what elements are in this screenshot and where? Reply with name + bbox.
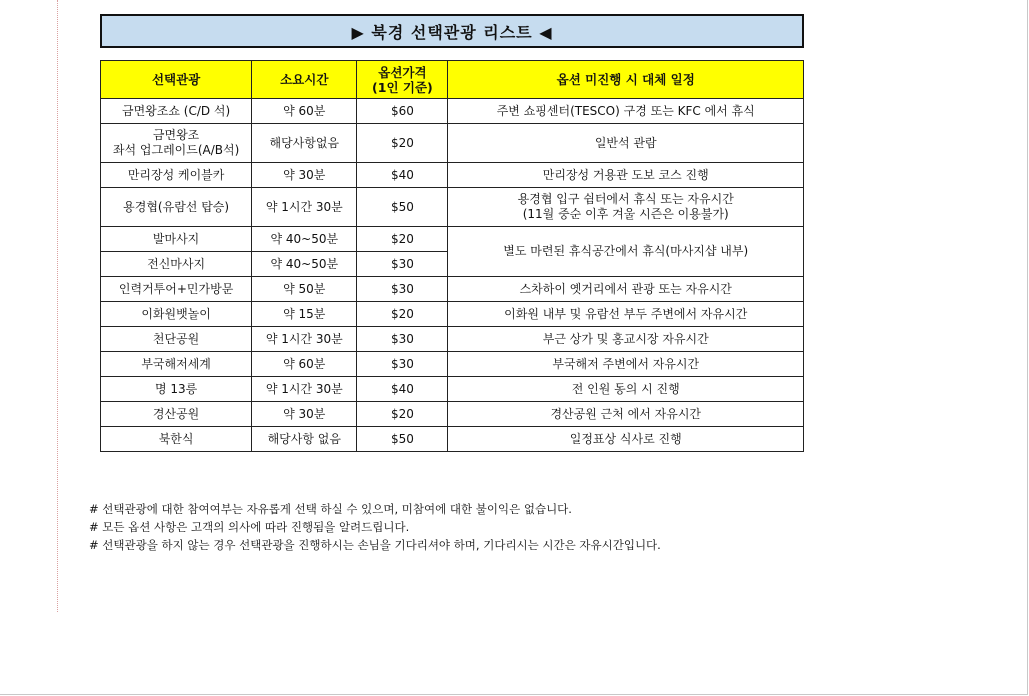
cell-duration: 약 50분	[252, 277, 357, 302]
table-row	[101, 124, 804, 163]
page-title	[100, 14, 804, 48]
cell-option-name: 북한식	[101, 427, 252, 452]
table-row	[101, 99, 804, 124]
table-row	[101, 227, 804, 252]
cell-option-name: 만리장성 케이블카	[101, 163, 252, 188]
cell-alternative: 부국해저 주변에서 자유시간	[448, 352, 804, 377]
table-row	[101, 277, 804, 302]
cell-alternative: 별도 마련된 휴식공간에서 휴식(마사지샵 내부)	[448, 227, 804, 277]
cell-duration: 약 60분	[252, 99, 357, 124]
note-line: # 선택관광을 하지 않는 경우 선택관광을 진행하시는 손님을 기다리셔야 하며, 기다리시는 시간은 자유시간입니다.	[89, 538, 661, 552]
cell-option-name: 금면왕조 좌석 업그레이드(A/B석)	[101, 124, 252, 163]
cell-duration: 약 40~50분	[252, 227, 357, 252]
cell-price: $40	[357, 163, 448, 188]
cell-price: $20	[357, 402, 448, 427]
cell-price: $50	[357, 188, 448, 227]
cell-option-name: 경산공원	[101, 402, 252, 427]
cell-alternative: 만리장성 거용관 도보 코스 진행	[448, 163, 804, 188]
cell-price: $50	[357, 427, 448, 452]
cell-option-name: 부국해저세계	[101, 352, 252, 377]
cell-duration: 해당사항없음	[252, 124, 357, 163]
margin-guide	[57, 0, 58, 612]
header-option-name: 선택관광	[101, 61, 252, 99]
table-row	[101, 302, 804, 327]
cell-option-name: 발마사지	[101, 227, 252, 252]
cell-option-name: 명 13릉	[101, 377, 252, 402]
note-line: # 모든 옵션 사항은 고객의 의사에 따라 진행됨을 알려드립니다.	[89, 520, 410, 534]
table-row	[101, 427, 804, 452]
table-row	[101, 402, 804, 427]
cell-duration: 약 40~50분	[252, 252, 357, 277]
cell-duration: 약 1시간 30분	[252, 377, 357, 402]
table-row	[101, 377, 804, 402]
header-alternative: 옵션 미진행 시 대체 일정	[448, 61, 804, 99]
table-row	[101, 352, 804, 377]
cell-duration: 약 30분	[252, 402, 357, 427]
cell-duration: 약 15분	[252, 302, 357, 327]
cell-price: $60	[357, 99, 448, 124]
cell-option-name: 금면왕조쇼 (C/D 석)	[101, 99, 252, 124]
cell-duration: 약 30분	[252, 163, 357, 188]
cell-option-name: 천단공원	[101, 327, 252, 352]
cell-duration: 해당사항 없음	[252, 427, 357, 452]
cell-option-name: 용경협(유람선 탑승)	[101, 188, 252, 227]
cell-price: $30	[357, 252, 448, 277]
cell-duration: 약 1시간 30분	[252, 327, 357, 352]
table-row	[101, 163, 804, 188]
notes	[89, 500, 661, 554]
cell-alternative: 주변 쇼핑센터(TESCO) 구경 또는 KFC 에서 휴식	[448, 99, 804, 124]
cell-option-name: 전신마사지	[101, 252, 252, 277]
cell-duration: 약 60분	[252, 352, 357, 377]
cell-alternative: 경산공원 근처 에서 자유시간	[448, 402, 804, 427]
cell-alternative: 일반석 관람	[448, 124, 804, 163]
table-header-row	[101, 61, 804, 99]
table-row	[101, 188, 804, 227]
header-duration: 소요시간	[252, 61, 357, 99]
cell-price: $30	[357, 327, 448, 352]
cell-price: $20	[357, 124, 448, 163]
cell-alternative: 용경협 입구 쉼터에서 휴식 또는 자유시간 (11월 중순 이후 겨울 시즌은 이용불가)	[448, 188, 804, 227]
cell-price: $20	[357, 227, 448, 252]
cell-duration: 약 1시간 30분	[252, 188, 357, 227]
cell-option-name: 인력거투어+민가방문	[101, 277, 252, 302]
cell-alternative: 전 인원 동의 시 진행	[448, 377, 804, 402]
page-title-text: ▶ 북경 선택관광 리스트 ◀	[351, 22, 553, 42]
cell-price: $30	[357, 352, 448, 377]
cell-alternative: 이화원 내부 및 유람선 부두 주변에서 자유시간	[448, 302, 804, 327]
header-price	[357, 61, 448, 99]
option-tour-table	[100, 60, 804, 452]
cell-alternative: 스차하이 옛거리에서 관광 또는 자유시간	[448, 277, 804, 302]
cell-option-name: 이화원뱃놀이	[101, 302, 252, 327]
note-line: # 선택관광에 대한 참여여부는 자유롭게 선택 하실 수 있으며, 미참여에 대한 불이익은 없습니다.	[89, 502, 572, 516]
header-price-text: 옵션가격 (1인 기준)	[372, 64, 433, 95]
cell-alternative: 일정표상 식사로 진행	[448, 427, 804, 452]
cell-price: $20	[357, 302, 448, 327]
cell-alternative: 부근 상가 및 홍교시장 자유시간	[448, 327, 804, 352]
table-row	[101, 327, 804, 352]
cell-price: $40	[357, 377, 448, 402]
cell-price: $30	[357, 277, 448, 302]
